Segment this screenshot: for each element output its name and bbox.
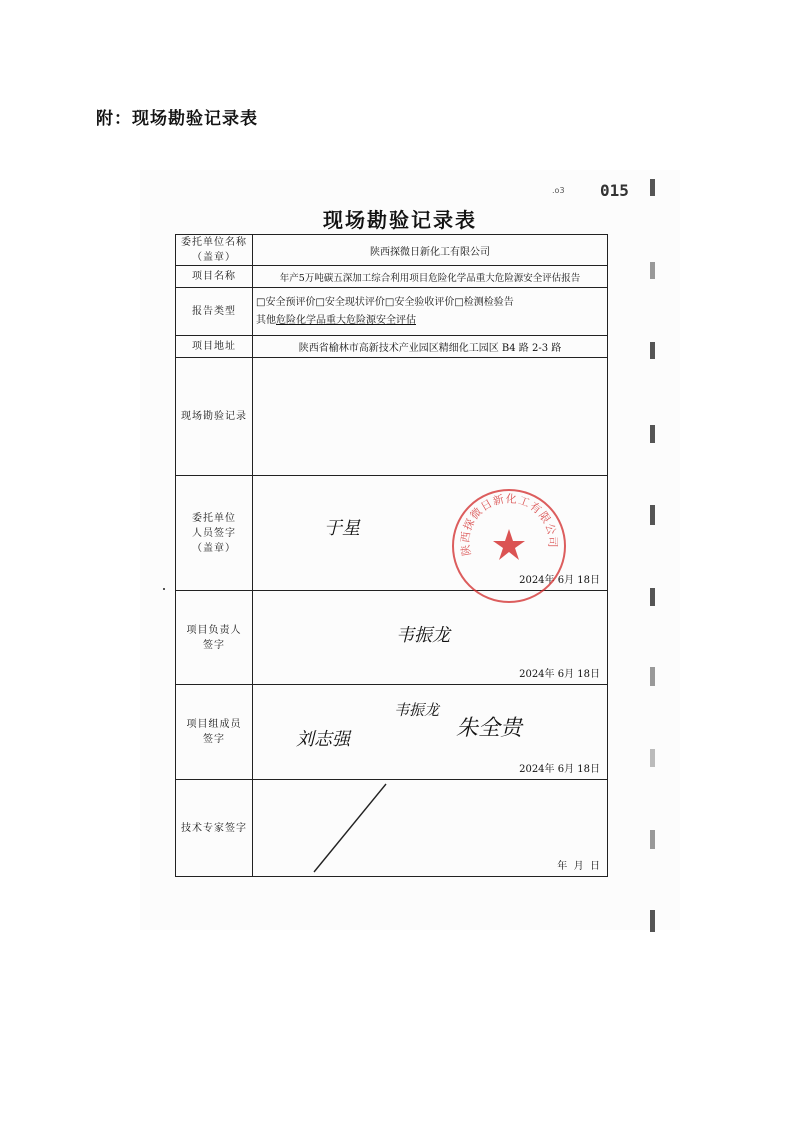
client-staff-label: 委托单位 人员签字 （盖章） bbox=[176, 476, 253, 591]
address-value: 陕西省榆林市高新技术产业园区精细化工园区 B4 路 2-3 路 bbox=[253, 336, 608, 358]
client-staff-signature: 于星 bbox=[324, 518, 360, 539]
table-row bbox=[176, 358, 608, 476]
project-lead-label: 项目负责人 签字 bbox=[176, 591, 253, 685]
project-lead-date: 2024年 6月 18日 bbox=[519, 669, 600, 680]
expert-date: 年 月 日 bbox=[557, 861, 600, 872]
report-type-value bbox=[253, 288, 608, 336]
report-type-other-value: 危险化学品重大危险源安全评估 bbox=[276, 314, 416, 326]
table-row bbox=[176, 591, 608, 685]
report-type-options: □安全预评价□安全现状评价□安全验收评价□检测检验告 bbox=[256, 296, 514, 308]
expert-label: 技术专家签字 bbox=[176, 780, 253, 877]
team-cell bbox=[253, 685, 608, 780]
company-seal-stamp bbox=[452, 489, 566, 603]
table-row bbox=[176, 685, 608, 780]
form-title: 现场勘验记录表 bbox=[323, 208, 477, 232]
team-signature-3: 朱全贵 bbox=[456, 716, 523, 741]
table-row bbox=[176, 780, 608, 877]
client-staff-date: 2024年 6月 18日 bbox=[519, 575, 600, 586]
svg-text:陕西探微日新化工有限公司: 陕西探微日新化工有限公司 bbox=[458, 492, 560, 557]
page-annotation: .o3 bbox=[552, 186, 565, 195]
project-name-label: 项目名称 bbox=[176, 266, 253, 288]
page-code: 015 bbox=[600, 181, 629, 200]
report-type-label: 报告类型 bbox=[176, 288, 253, 336]
report-type-other-prefix: 其他 bbox=[256, 314, 276, 326]
table-row bbox=[176, 235, 608, 266]
team-label: 项目组成员 签字 bbox=[176, 685, 253, 780]
team-date: 2024年 6月 18日 bbox=[519, 764, 600, 775]
seal-graphic bbox=[454, 491, 564, 601]
project-lead-signature: 韦振龙 bbox=[396, 625, 450, 646]
diagonal-strike-line bbox=[308, 780, 408, 876]
client-value: 陕西探微日新化工有限公司 bbox=[253, 235, 608, 266]
team-signature-1: 刘志强 bbox=[296, 729, 350, 750]
record-label: 现场勘验记录 bbox=[176, 358, 253, 476]
address-label: 项目地址 bbox=[176, 336, 253, 358]
table-row bbox=[176, 288, 608, 336]
record-value bbox=[253, 358, 608, 476]
client-label: 委托单位名称 （盖章） bbox=[176, 235, 253, 266]
expert-cell bbox=[253, 780, 608, 877]
project-lead-cell bbox=[253, 591, 608, 685]
table-row bbox=[176, 336, 608, 358]
team-signature-2: 韦振龙 bbox=[394, 701, 440, 719]
report-type-other bbox=[256, 312, 604, 330]
page-heading: 附：现场勘验记录表 bbox=[96, 109, 258, 129]
scan-speck bbox=[163, 588, 165, 590]
table-row bbox=[176, 266, 608, 288]
project-name-value: 年产5万吨碳五深加工综合利用项目危险化学品重大危险源安全评估报告 bbox=[253, 266, 608, 288]
